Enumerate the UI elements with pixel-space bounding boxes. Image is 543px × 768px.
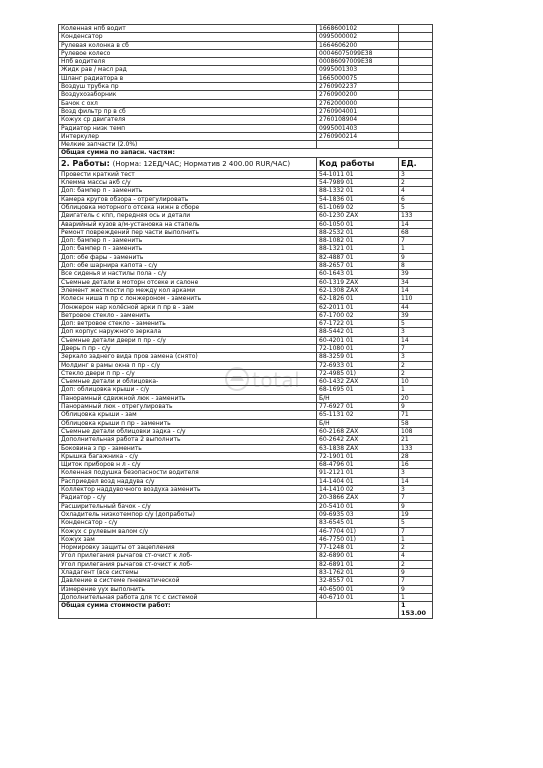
parts-name: Воздуш трубка пр xyxy=(59,83,317,91)
work-row xyxy=(59,253,433,261)
work-qty: 1 xyxy=(399,535,433,543)
work-name: Доп: обе фары - заменить xyxy=(59,253,317,261)
work-name: Радиатор - с/у xyxy=(59,494,317,502)
work-name: Съемные детали облицовки задка - с/у xyxy=(59,427,317,435)
work-name: Доп: обе шарнира капота - с/у xyxy=(59,262,317,270)
work-qty: 2 xyxy=(399,179,433,187)
work-name: Доп: бампер п - заменить xyxy=(59,245,317,253)
work-name: Угол прилегания рычагов ст-очист к лоб- xyxy=(59,552,317,560)
parts-name: Мелкие запчасти (2.0%) xyxy=(59,141,317,149)
work-qty: 9 xyxy=(399,569,433,577)
work-qty: 7 xyxy=(399,237,433,245)
parts-name: Бачок с охл xyxy=(59,99,317,107)
work-code: 60-2642 ZAX xyxy=(317,436,399,444)
parts-qty xyxy=(399,49,433,57)
work-code: 60-1230 ZAX xyxy=(317,212,399,220)
work-qty: 7 xyxy=(399,527,433,535)
parts-code: 00086097009E38 xyxy=(317,58,399,66)
parts-row xyxy=(59,99,433,107)
work-qty: 9 xyxy=(399,253,433,261)
parts-name: Нпб водителя xyxy=(59,58,317,66)
work-name: Дополнительная работа для тс с системой xyxy=(59,593,317,601)
parts-section xyxy=(59,25,433,149)
parts-qty xyxy=(399,116,433,124)
work-name: Облицовка моторного отсека нижн в сборе xyxy=(59,203,317,211)
parts-name: Интеркулер xyxy=(59,132,317,140)
work-row xyxy=(59,560,433,568)
work-name: Аварийный кузов а/м-установка на стапель xyxy=(59,220,317,228)
work-qty: 10 xyxy=(399,378,433,386)
work-code: 14-1410 02 xyxy=(317,486,399,494)
work-code: 88-5442 01 xyxy=(317,328,399,336)
work-code: 60-2168 ZAX xyxy=(317,427,399,435)
work-qty: 3 xyxy=(399,486,433,494)
work-row xyxy=(59,552,433,560)
work-row xyxy=(59,494,433,502)
parts-total-row xyxy=(59,149,433,157)
watermark-logo: total xyxy=(224,366,344,396)
work-name: Облицовка крыши п пр - заменить xyxy=(59,419,317,427)
work-qty: 7 xyxy=(399,494,433,502)
parts-qty xyxy=(399,141,433,149)
work-qty: 9 xyxy=(399,502,433,510)
work-qty: 21 xyxy=(399,436,433,444)
parts-code: 2760900200 xyxy=(317,91,399,99)
work-code: 88-1082 01 xyxy=(317,237,399,245)
parts-name: Шланг радиатора в xyxy=(59,74,317,82)
parts-code: 0995000002 xyxy=(317,33,399,41)
work-row xyxy=(59,544,433,552)
work-qty: 133 xyxy=(399,212,433,220)
work-row xyxy=(59,378,433,386)
work-code: 61-1069 02 xyxy=(317,203,399,211)
work-name: Доп: бампер п - заменить xyxy=(59,187,317,195)
parts-qty xyxy=(399,99,433,107)
work-row xyxy=(59,179,433,187)
parts-row xyxy=(59,49,433,57)
work-code: 72-1901 01 xyxy=(317,452,399,460)
work-code: 91-2121 01 xyxy=(317,469,399,477)
parts-row xyxy=(59,83,433,91)
parts-name: Жидк рав / масл рад xyxy=(59,66,317,74)
work-name: Хладагент (все системы xyxy=(59,569,317,577)
work-qty: 2 xyxy=(399,369,433,377)
work-row xyxy=(59,262,433,270)
work-qty: 108 xyxy=(399,427,433,435)
work-code: 77-1248 01 xyxy=(317,544,399,552)
work-name: Давление в системе пневматической xyxy=(59,577,317,585)
work-qty: 3 xyxy=(399,353,433,361)
parts-row xyxy=(59,25,433,33)
work-row xyxy=(59,569,433,577)
work-qty: 5 xyxy=(399,519,433,527)
work-name: Ремонт повреждений пер части выполнить xyxy=(59,228,317,236)
work-row xyxy=(59,403,433,411)
parts-code: 1664606200 xyxy=(317,41,399,49)
work-name: Доп: ветровое стекло - заменить xyxy=(59,320,317,328)
work-code: 60-4201 01 xyxy=(317,336,399,344)
work-row xyxy=(59,477,433,485)
work-qty: 5 xyxy=(399,320,433,328)
work-code: 88-2532 01 xyxy=(317,228,399,236)
work-row xyxy=(59,510,433,518)
work-qty: 110 xyxy=(399,295,433,303)
work-qty: 3 xyxy=(399,328,433,336)
parts-row xyxy=(59,33,433,41)
work-code: 72-4985 01) xyxy=(317,369,399,377)
work-qty: 58 xyxy=(399,419,433,427)
work-qty: 28 xyxy=(399,452,433,460)
work-code: Б/Н xyxy=(317,419,399,427)
work-name: Коллектор наддувочного воздуха заменить xyxy=(59,486,317,494)
work-name: Камера кругов обзора - отрегулировать xyxy=(59,195,317,203)
work-row xyxy=(59,170,433,178)
work-row xyxy=(59,203,433,211)
work-title: 2. Работы: xyxy=(61,158,110,168)
work-code: 60-1050 01 xyxy=(317,220,399,228)
estimate-table xyxy=(58,24,433,619)
parts-name: Кожух ср двигателя xyxy=(59,116,317,124)
work-code: 14-1404 01 xyxy=(317,477,399,485)
work-row xyxy=(59,369,433,377)
work-row xyxy=(59,303,433,311)
work-row xyxy=(59,220,433,228)
work-qty: 7 xyxy=(399,577,433,585)
work-code: 67-1722 01 xyxy=(317,320,399,328)
work-row xyxy=(59,212,433,220)
work-code: 88-2657 01 xyxy=(317,262,399,270)
work-code: 54-7989 01 xyxy=(317,179,399,187)
work-qty: 4 xyxy=(399,187,433,195)
work-row xyxy=(59,394,433,402)
work-name: Панорамный сдвижной люк - заменить xyxy=(59,394,317,402)
parts-qty xyxy=(399,41,433,49)
work-qty: 133 xyxy=(399,444,433,452)
work-code: 46-7704 01) xyxy=(317,527,399,535)
work-code: 72-6933 01 xyxy=(317,361,399,369)
parts-row xyxy=(59,132,433,140)
work-qty: 71 xyxy=(399,411,433,419)
parts-code: 2760108904 xyxy=(317,116,399,124)
parts-qty xyxy=(399,91,433,99)
work-qty: 9 xyxy=(399,403,433,411)
parts-code: 2762000000 xyxy=(317,99,399,107)
work-code: 60-1432 ZAX xyxy=(317,378,399,386)
work-row xyxy=(59,593,433,601)
parts-qty xyxy=(399,107,433,115)
work-code: 88-1321 01 xyxy=(317,245,399,253)
work-code: 40-6500 01 xyxy=(317,585,399,593)
work-name: Клемма массы акб с/у xyxy=(59,179,317,187)
parts-name: Коленная нпб водит xyxy=(59,25,317,33)
work-qty: 68 xyxy=(399,228,433,236)
work-row xyxy=(59,411,433,419)
work-name: Зеркало заднего вида пров замена (снято) xyxy=(59,353,317,361)
work-row xyxy=(59,461,433,469)
parts-total-label: Общая сумма по запасн. частям: xyxy=(59,149,433,157)
work-row xyxy=(59,228,433,236)
work-qty: 44 xyxy=(399,303,433,311)
work-code: 40-6710 01 xyxy=(317,593,399,601)
work-row xyxy=(59,270,433,278)
work-code: 72-1080 01 xyxy=(317,344,399,352)
work-name: Доп: бампер п - заменить xyxy=(59,237,317,245)
work-qty: 1 xyxy=(399,245,433,253)
parts-code: 2760900214 xyxy=(317,132,399,140)
work-name: Провести краткий тест xyxy=(59,170,317,178)
work-header-units: ЕД. xyxy=(399,157,433,170)
work-qty: 1 xyxy=(399,593,433,601)
work-name: Съемные детали в моторн отсеке и салоне xyxy=(59,278,317,286)
work-row xyxy=(59,195,433,203)
work-row xyxy=(59,278,433,286)
parts-row xyxy=(59,141,433,149)
work-name: Угол прилегания рычагов ст-очист к лоб- xyxy=(59,560,317,568)
work-name: Расширительный бачок - с/у xyxy=(59,502,317,510)
parts-code: 2760904001 xyxy=(317,107,399,115)
work-code: 82-6891 01 xyxy=(317,560,399,568)
work-row xyxy=(59,427,433,435)
parts-name: Рулевое колесо xyxy=(59,49,317,57)
work-name: Кожух с рулевым валом с/у xyxy=(59,527,317,535)
work-code: 83-1762 01 xyxy=(317,569,399,577)
work-qty: 4 xyxy=(399,552,433,560)
work-code: 68-4796 01 xyxy=(317,461,399,469)
parts-name: Радиатор низк темп xyxy=(59,124,317,132)
parts-name: Рулевая колонка в сб xyxy=(59,41,317,49)
work-row xyxy=(59,469,433,477)
work-code: 62-1308 ZAX xyxy=(317,286,399,294)
work-row xyxy=(59,519,433,527)
parts-code xyxy=(317,141,399,149)
work-name: Дверь п пр - с/у xyxy=(59,344,317,352)
work-name: Колесн ниша п пр с лонжероном - заменить xyxy=(59,295,317,303)
work-qty: 2 xyxy=(399,361,433,369)
work-name: Щиток приборов н л - с/у xyxy=(59,461,317,469)
work-code: 83-6545 01 xyxy=(317,519,399,527)
work-row xyxy=(59,237,433,245)
parts-code: 0995001403 xyxy=(317,124,399,132)
work-name: Облицовка крыши - зам xyxy=(59,411,317,419)
work-name: Двигатель с кпп, передняя ось и детали xyxy=(59,212,317,220)
work-row xyxy=(59,436,433,444)
work-qty: 9 xyxy=(399,585,433,593)
work-qty: 39 xyxy=(399,311,433,319)
work-row xyxy=(59,295,433,303)
work-name: Дополнительная работа 2 выполнить xyxy=(59,436,317,444)
parts-row xyxy=(59,124,433,132)
work-total-value-2: 153.00 xyxy=(401,608,427,617)
work-name: Молдинг в рамы окна п пр - с/у xyxy=(59,361,317,369)
work-row xyxy=(59,311,433,319)
work-qty: 39 xyxy=(399,270,433,278)
work-code: 65-1131 02 xyxy=(317,411,399,419)
work-code: 20-3866 ZAX xyxy=(317,494,399,502)
work-name: Коленная подушка безопасности водителя xyxy=(59,469,317,477)
work-row xyxy=(59,361,433,369)
work-qty: 16 xyxy=(399,461,433,469)
work-code: 68-1695 01 xyxy=(317,386,399,394)
work-norm: (Норма: 12ЕД/ЧАС; Норматив 2 400.00 RUR/ЧАС) xyxy=(112,159,291,168)
work-row xyxy=(59,585,433,593)
work-code: 60-1319 ZAX xyxy=(317,278,399,286)
parts-name: Конденсатор xyxy=(59,33,317,41)
work-qty: 14 xyxy=(399,220,433,228)
work-name: Съемные детали двери п пр - с/у xyxy=(59,336,317,344)
work-qty: 14 xyxy=(399,477,433,485)
work-code: 82-4887 01 xyxy=(317,253,399,261)
work-section xyxy=(59,170,433,601)
parts-qty xyxy=(399,83,433,91)
work-qty: 2 xyxy=(399,560,433,568)
work-qty: 7 xyxy=(399,344,433,352)
parts-qty xyxy=(399,132,433,140)
work-row xyxy=(59,386,433,394)
work-name: Измерение уух выполнить xyxy=(59,585,317,593)
parts-code: 1668600102 xyxy=(317,25,399,33)
parts-code: 1665000075 xyxy=(317,74,399,82)
work-row xyxy=(59,353,433,361)
work-row xyxy=(59,336,433,344)
work-name: Все сиденья и настилы пола - с/у xyxy=(59,270,317,278)
work-row xyxy=(59,535,433,543)
work-row xyxy=(59,527,433,535)
work-row xyxy=(59,577,433,585)
work-name: Боковина з пр - заменить xyxy=(59,444,317,452)
parts-row xyxy=(59,107,433,115)
work-total-label: Общая сумма стоимости работ: xyxy=(59,602,317,619)
parts-qty xyxy=(399,124,433,132)
parts-name: Воздухозаборник xyxy=(59,91,317,99)
work-header-title xyxy=(59,157,317,170)
work-qty: 1 xyxy=(399,386,433,394)
work-code: 62-2011 01 xyxy=(317,303,399,311)
work-qty: 14 xyxy=(399,286,433,294)
work-qty: 20 xyxy=(399,394,433,402)
work-row xyxy=(59,187,433,195)
work-header-row xyxy=(59,157,433,170)
work-row xyxy=(59,245,433,253)
parts-row xyxy=(59,91,433,99)
parts-row xyxy=(59,58,433,66)
work-code: 46-7750 01) xyxy=(317,535,399,543)
work-code: 62-1826 01 xyxy=(317,295,399,303)
work-name: Кожух зам xyxy=(59,535,317,543)
work-qty: 3 xyxy=(399,170,433,178)
parts-qty xyxy=(399,25,433,33)
work-row xyxy=(59,328,433,336)
parts-name: Возд фильтр пр в сб xyxy=(59,107,317,115)
work-row xyxy=(59,344,433,352)
work-code: Б/Н xyxy=(317,394,399,402)
parts-qty xyxy=(399,66,433,74)
work-code: 88-3259 01 xyxy=(317,353,399,361)
parts-qty xyxy=(399,58,433,66)
work-row xyxy=(59,419,433,427)
work-name: Элемент жесткости пр между кол арками xyxy=(59,286,317,294)
work-code: 82-6890 01 xyxy=(317,552,399,560)
work-qty: 3 xyxy=(399,469,433,477)
parts-qty xyxy=(399,33,433,41)
work-qty: 6 xyxy=(399,195,433,203)
work-code: 67-1700 02 xyxy=(317,311,399,319)
work-qty: 5 xyxy=(399,203,433,211)
work-name: Лонжерон нар колёсной арки п пр в - зам xyxy=(59,303,317,311)
work-row xyxy=(59,502,433,510)
work-code: 32-8557 01 xyxy=(317,577,399,585)
parts-qty xyxy=(399,74,433,82)
work-total-row xyxy=(59,602,433,619)
work-code: 63-1838 ZAX xyxy=(317,444,399,452)
work-row xyxy=(59,452,433,460)
parts-row xyxy=(59,66,433,74)
parts-code: 2760902237 xyxy=(317,83,399,91)
work-name: Съемные детали и облицовка- xyxy=(59,378,317,386)
work-name: Ветровое стекло - заменить xyxy=(59,311,317,319)
work-row xyxy=(59,320,433,328)
work-name: Крышка багажника - с/у xyxy=(59,452,317,460)
work-total-value xyxy=(399,602,433,619)
parts-row xyxy=(59,41,433,49)
work-code: 60-1643 01 xyxy=(317,270,399,278)
work-code: 09-6935 03 xyxy=(317,510,399,518)
work-code: 54-1836 01 xyxy=(317,195,399,203)
work-qty: 19 xyxy=(399,510,433,518)
work-qty: 8 xyxy=(399,262,433,270)
work-name: Охладитель низкотемпор с/у (допработы) xyxy=(59,510,317,518)
parts-code: 00046075099E38 xyxy=(317,49,399,57)
work-name: Нормировку защиты от зацепления xyxy=(59,544,317,552)
work-code: 88-1332 01 xyxy=(317,187,399,195)
work-row xyxy=(59,444,433,452)
parts-row xyxy=(59,116,433,124)
work-code: 54-1011 01 xyxy=(317,170,399,178)
work-code: 77-6927 01 xyxy=(317,403,399,411)
work-total-value-1: 1 xyxy=(401,601,406,610)
parts-code: 0995001303 xyxy=(317,66,399,74)
work-total-empty xyxy=(317,602,399,619)
work-qty: 2 xyxy=(399,544,433,552)
work-row xyxy=(59,486,433,494)
work-name: Стекло двери п пр - с/у xyxy=(59,369,317,377)
work-name: Расприедел возд наддува с/у xyxy=(59,477,317,485)
work-name: Конденсатор - с/у xyxy=(59,519,317,527)
work-header-code: Код работы xyxy=(317,157,399,170)
work-code: 20-5410 01 xyxy=(317,502,399,510)
work-qty: 34 xyxy=(399,278,433,286)
work-name: Доп корпус наружного зеркала xyxy=(59,328,317,336)
parts-row xyxy=(59,74,433,82)
work-qty: 14 xyxy=(399,336,433,344)
work-name: Доп: облицовка крыши - с/у xyxy=(59,386,317,394)
work-row xyxy=(59,286,433,294)
work-name: Панорамный люк - отрегулировать xyxy=(59,403,317,411)
